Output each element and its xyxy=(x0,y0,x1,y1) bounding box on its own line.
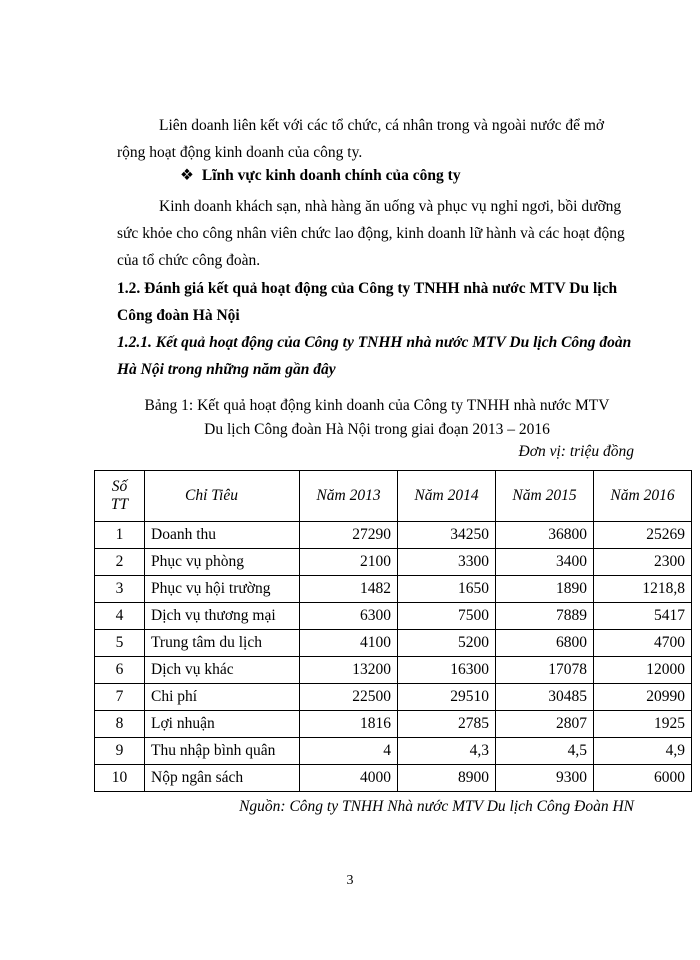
table-row xyxy=(95,711,692,738)
source-note: Nguồn: Công ty TNHH Nhà nước MTV Du lịch Công Đoàn HN xyxy=(239,798,634,815)
cell-indicator: Doanh thu xyxy=(145,522,300,549)
table-row xyxy=(95,657,692,684)
diamond-bullet-icon: ❖ xyxy=(180,167,194,184)
header-year-2014: Năm 2014 xyxy=(398,471,496,522)
cell-value: 7500 xyxy=(398,603,496,630)
cell-stt: 1 xyxy=(95,522,145,549)
cell-value: 5417 xyxy=(594,603,692,630)
table-header-row xyxy=(95,471,692,522)
table-row xyxy=(95,738,692,765)
cell-value: 4,9 xyxy=(594,738,692,765)
cell-stt: 9 xyxy=(95,738,145,765)
paragraph-joint-venture: Liên doanh liên kết với các tổ chức, cá nhân trong và ngoài nước để mở rộng hoạt động kinh doanh của công ty. xyxy=(117,117,605,161)
table-caption-line2: Du lịch Công đoàn Hà Nội trong giai đoạn 2013 – 2016 xyxy=(204,421,550,438)
unit-label: Đơn vị: triệu đồng xyxy=(518,443,634,460)
cell-value: 1890 xyxy=(496,576,594,603)
cell-value: 17078 xyxy=(496,657,594,684)
table-row xyxy=(95,684,692,711)
cell-value: 2300 xyxy=(594,549,692,576)
cell-value: 13200 xyxy=(300,657,398,684)
cell-value: 5200 xyxy=(398,630,496,657)
cell-stt: 8 xyxy=(95,711,145,738)
cell-indicator: Phục vụ phòng xyxy=(145,549,300,576)
cell-value: 4 xyxy=(300,738,398,765)
cell-value: 1925 xyxy=(594,711,692,738)
header-year-2013: Năm 2013 xyxy=(300,471,398,522)
paragraph-business-lines: Kinh doanh khách sạn, nhà hàng ăn uống và phục vụ nghỉ ngơi, bồi dưỡng sức khỏe cho công nhân viên chức lao động, kinh doanh lữ hành và các hoạt động của tổ chức công đoàn. xyxy=(117,198,625,269)
cell-value: 8900 xyxy=(398,765,496,792)
table-caption xyxy=(117,394,637,442)
results-table xyxy=(94,470,692,792)
table-row xyxy=(95,603,692,630)
cell-value: 3300 xyxy=(398,549,496,576)
cell-value: 7889 xyxy=(496,603,594,630)
cell-value: 6300 xyxy=(300,603,398,630)
page-number: 3 xyxy=(346,873,354,888)
cell-stt: 4 xyxy=(95,603,145,630)
cell-value: 6800 xyxy=(496,630,594,657)
cell-stt: 10 xyxy=(95,765,145,792)
cell-indicator: Trung tâm du lịch xyxy=(145,630,300,657)
cell-stt: 3 xyxy=(95,576,145,603)
cell-value: 9300 xyxy=(496,765,594,792)
cell-value: 4100 xyxy=(300,630,398,657)
cell-indicator: Nộp ngân sách xyxy=(145,765,300,792)
header-stt-line1: Số xyxy=(111,478,128,495)
cell-value: 27290 xyxy=(300,522,398,549)
cell-value: 4,3 xyxy=(398,738,496,765)
cell-value: 2100 xyxy=(300,549,398,576)
cell-indicator: Dịch vụ khác xyxy=(145,657,300,684)
cell-value: 4000 xyxy=(300,765,398,792)
cell-indicator: Phục vụ hội trường xyxy=(145,576,300,603)
cell-value: 2785 xyxy=(398,711,496,738)
cell-value: 1650 xyxy=(398,576,496,603)
cell-value: 1816 xyxy=(300,711,398,738)
cell-indicator: Dịch vụ thương mại xyxy=(145,603,300,630)
cell-value: 2807 xyxy=(496,711,594,738)
cell-indicator: Thu nhập bình quân xyxy=(145,738,300,765)
cell-value: 20990 xyxy=(594,684,692,711)
header-stt xyxy=(95,471,145,522)
table-row xyxy=(95,522,692,549)
cell-value: 34250 xyxy=(398,522,496,549)
cell-value: 36800 xyxy=(496,522,594,549)
cell-value: 30485 xyxy=(496,684,594,711)
cell-value: 3400 xyxy=(496,549,594,576)
cell-value: 4,5 xyxy=(496,738,594,765)
table-row xyxy=(95,576,692,603)
bullet-heading xyxy=(180,166,461,185)
cell-indicator: Chi phí xyxy=(145,684,300,711)
cell-value: 25269 xyxy=(594,522,692,549)
header-year-2016: Năm 2016 xyxy=(594,471,692,522)
section-heading: 1.2. Đánh giá kết quả hoạt động của Công ty TNHH nhà nước MTV Du lịch Công đoàn Hà Nội xyxy=(117,280,618,324)
subsection-heading: 1.2.1. Kết quả hoạt động của Công ty TNHH nhà nước MTV Du lịch Công đoàn Hà Nội trong những năm gần đây xyxy=(117,334,632,378)
bullet-heading-text: Lĩnh vực kinh doanh chính của công ty xyxy=(201,167,461,184)
table-caption-line1: Bảng 1: Kết quả hoạt động kinh doanh của Công ty TNHH nhà nước MTV xyxy=(144,397,610,414)
cell-value: 1218,8 xyxy=(594,576,692,603)
header-stt-line2: TT xyxy=(110,496,129,513)
header-year-2015: Năm 2015 xyxy=(496,471,594,522)
cell-stt: 7 xyxy=(95,684,145,711)
header-indicator: Chỉ Tiêu xyxy=(145,471,300,522)
cell-value: 6000 xyxy=(594,765,692,792)
table-row xyxy=(95,765,692,792)
cell-value: 16300 xyxy=(398,657,496,684)
cell-value: 29510 xyxy=(398,684,496,711)
cell-value: 1482 xyxy=(300,576,398,603)
cell-value: 12000 xyxy=(594,657,692,684)
cell-stt: 6 xyxy=(95,657,145,684)
cell-stt: 2 xyxy=(95,549,145,576)
table-row xyxy=(95,630,692,657)
cell-value: 22500 xyxy=(300,684,398,711)
table-row xyxy=(95,549,692,576)
cell-value: 4700 xyxy=(594,630,692,657)
cell-indicator: Lợi nhuận xyxy=(145,711,300,738)
cell-stt: 5 xyxy=(95,630,145,657)
